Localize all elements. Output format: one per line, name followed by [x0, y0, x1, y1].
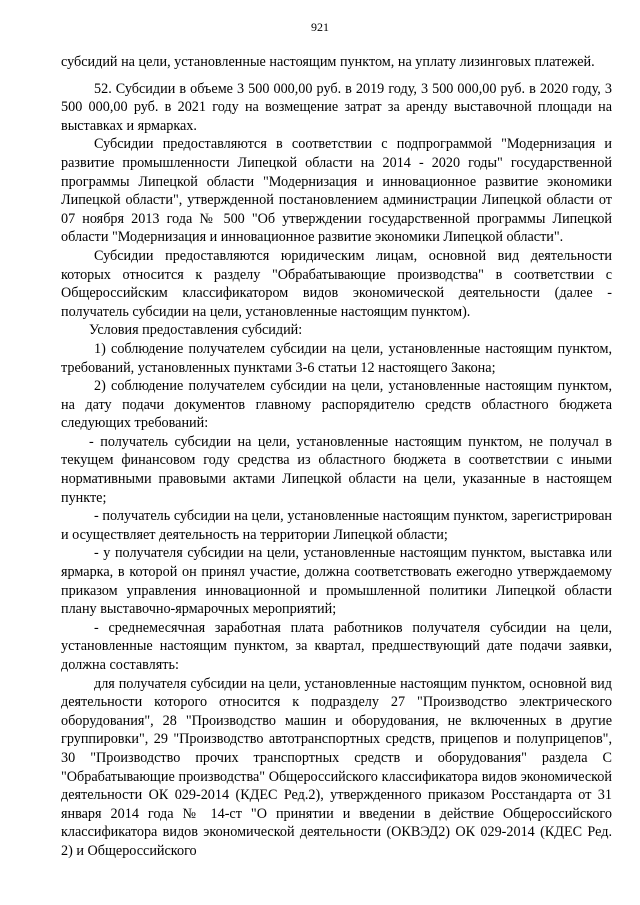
paragraph-requirement-salary: - среднемесячная заработная плата работников получателя субсидии на цели, установленные настоящим пунктом, за квартал, предшествующий дате подачи заявки, должна составлять: — [61, 619, 612, 673]
document-body — [61, 53, 612, 861]
paragraph-salary-classifier: для получателя субсидии на цели, установленные настоящим пунктом, основной вид деятельности которого относится к подразделу 27 "Производство электрического оборудования", 28 "Производство машин и оборудования, не включенных в другие группировки", 29 "Производство автотранспортных средств, прицепов и полуприцепов", 30 "Производство прочих транспортных средств и оборудования" раздела С "Обрабатывающие производства" Общероссийского классификатора видов экономической деятельности ОК 029-2014 (КДЕС Ред.2), утвержденного приказом Росстандарта от 31 января 2014 года № 14-ст "О принятии и введении в действие Общероссийского классификатора видов экономической деятельности (ОКВЭД2) ОК 029-2014 (КДЕС Ред. 2) и Общероссийского — [61, 675, 612, 859]
paragraph-condition-1: 1) соблюдение получателем субсидии на цели, установленные настоящим пунктом, требований, установленных пунктами 3-6 статьи 12 настоящего Закона; — [61, 340, 612, 376]
paragraph-legal-basis: Субсидии предоставляются в соответствии с подпрограммой "Модернизация и развитие промышленности Липецкой области на 2014 - 2020 годы" государственной программы Липецкой области "Модернизация и инновационное развитие экономики Липецкой области", утвержденной постановлением администрации Липецкой области от 07 ноября 2013 года № 500 "Об утверждении государственной программы Липецкой области "Модернизация и инновационное развитие экономики Липецкой области". — [61, 136, 612, 246]
paragraph-item-52: 52. Субсидии в объеме 3 500 000,00 руб. в 2019 году, 3 500 000,00 руб. в 2020 году, 3 500 000,00 руб. в 2021 году на возмещение затрат за аренду выставочной площади на выставках и ярмарках. — [61, 80, 612, 134]
paragraph-conditions-heading: Условия предоставления субсидий: — [89, 322, 303, 339]
paragraph-requirement-exhibition: - у получателя субсидии на цели, установленные настоящим пунктом, выставка или ярмарка, в которой он принял участие, должна соответствовать ежегодно утверждаемому приказом управления инновационной и промышленной политики Липецкой области плану выставочно-ярмарочных мероприятий; — [61, 545, 612, 618]
page-number: 921 — [311, 20, 329, 34]
paragraph-recipients: Субсидии предоставляются юридическим лицам, основной вид деятельности которых относится к разделу "Обрабатывающие производства" в соответствии с Общероссийским классификатором видов экономической деятельности (далее - получатель субсидии на цели, установленные настоящим пунктом). — [61, 247, 612, 320]
paragraph-requirement-registered: - получатель субсидии на цели, установленные настоящим пунктом, зарегистрирован и осуществляет деятельность на территории Липецкой области; — [61, 508, 612, 543]
paragraph-condition-2: 2) соблюдение получателем субсидии на цели, установленные настоящим пунктом, на дату подачи документов главному распорядителю средств областного бюджета следующих требований: — [61, 378, 612, 432]
paragraph-requirement-no-funds: - получатель субсидии на цели, установленные настоящим пунктом, не получал в текущем финансовом году средства из областного бюджета в соответствии с иными нормативными правовыми актами Липецкой области на цели, указанные в настоящем пункте; — [61, 433, 612, 506]
paragraph-continuation: субсидий на цели, установленные настоящим пунктом, на уплату лизинговых платежей. — [61, 54, 595, 70]
